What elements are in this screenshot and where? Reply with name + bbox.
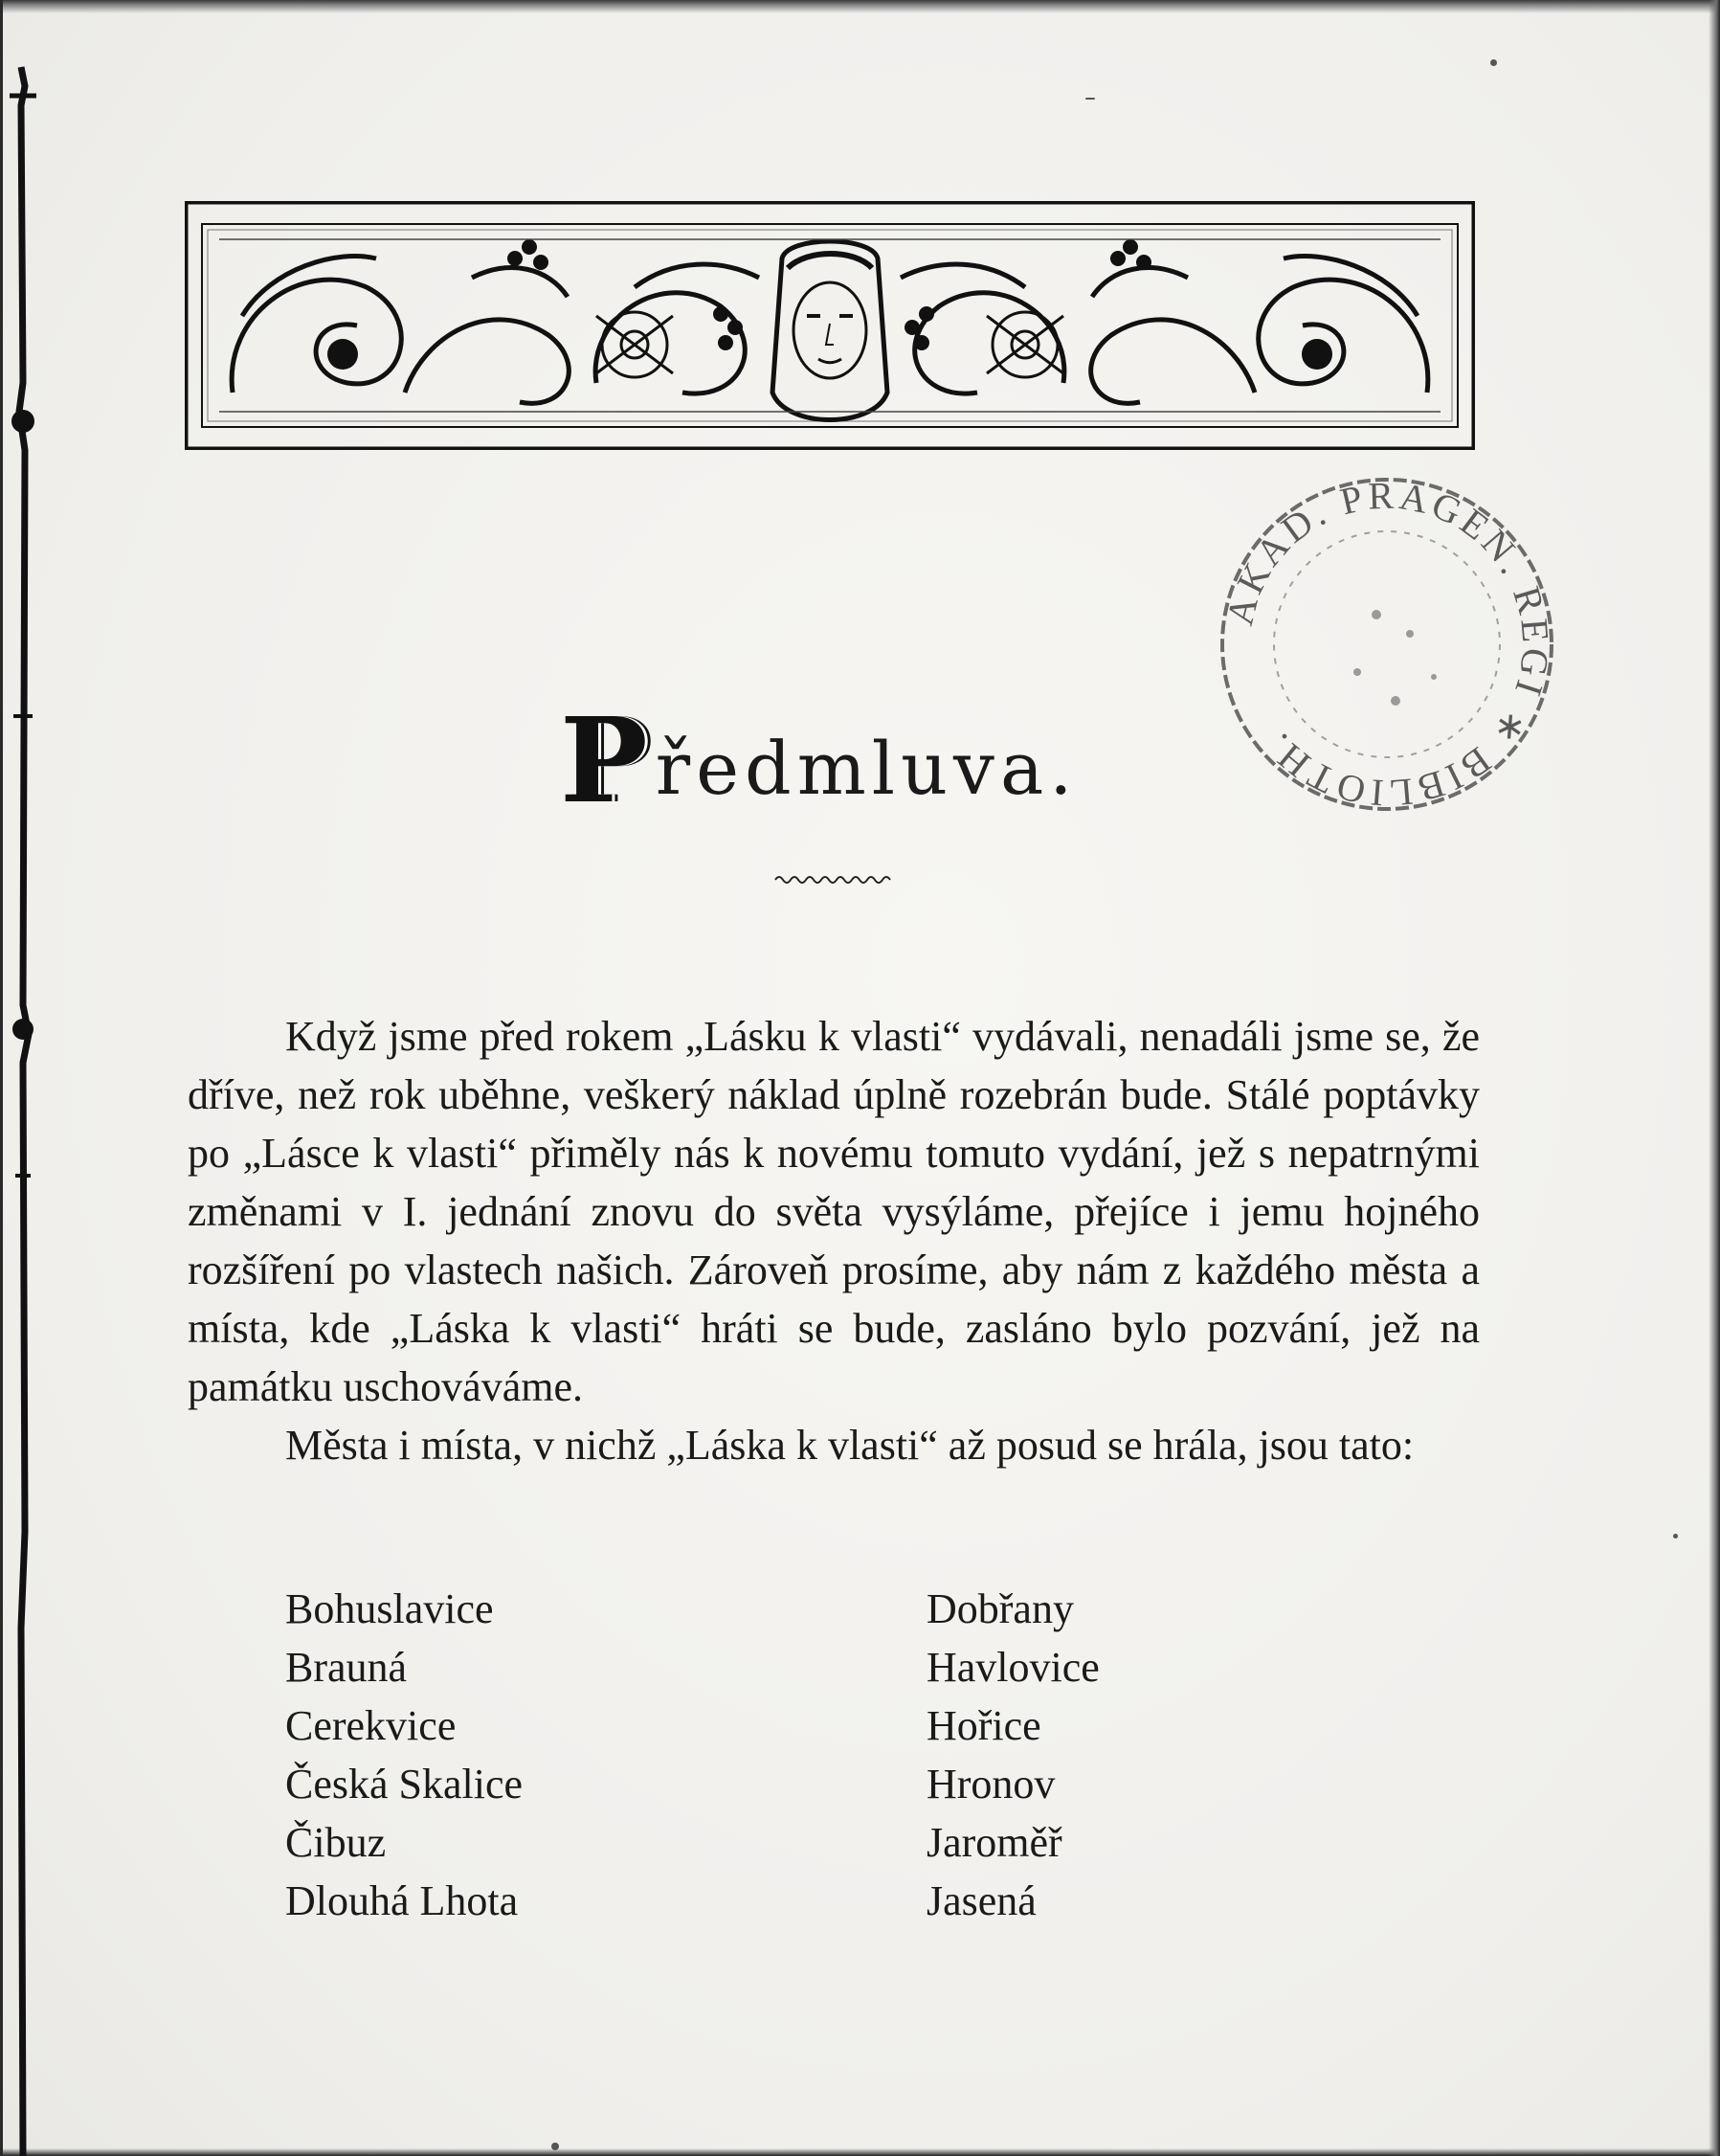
- list-item: Česká Skalice: [285, 1761, 524, 1808]
- list-item: Cerekvice: [285, 1702, 457, 1749]
- library-stamp: [1214, 471, 1560, 818]
- title-flourish: [773, 873, 896, 887]
- page-top-edge: [0, 0, 1720, 13]
- paper-speck: [1490, 59, 1497, 66]
- mask-face-icon: [772, 241, 887, 420]
- preface-paragraph-2: Města i místa, v nichž „Láska k vlasti“ až posud se hrála, jsou tato:: [285, 1422, 1415, 1469]
- list-item: Jasená: [927, 1877, 1037, 1924]
- paper-speck: [1673, 1534, 1678, 1538]
- list-item: Dobřany: [927, 1585, 1074, 1632]
- list-item: Čibuz: [285, 1819, 387, 1866]
- title-initial: P: [560, 691, 656, 829]
- ornamental-header-band: [185, 201, 1475, 450]
- paper-speck: [551, 2143, 559, 2150]
- binding-edge: [0, 0, 48, 2156]
- preface-paragraph-1: Když jsme před rokem „Lásku k vlasti“ vydávali, nenadáli jsme se, že dříve, než rok uběhne, veškerý náklad úplně rozebrán bude. Stálé poptávky po „Lásce k vlasti“ přiměly nás k novému tomuto vydání, jež s nepatrnými změnami v I. jednání znovu do světa vysýláme, přejíce i jemu hojného rozšíření po vlastech našich. Zároveň prosíme, aby nám z každého města a místa, kde „Láska k vlasti“ hráti se bude, zasláno bylo pozvání, jež na památku uschováváme.: [188, 1013, 1480, 1410]
- list-item: Hronov: [927, 1761, 1056, 1808]
- places-list: [285, 1580, 1242, 1930]
- list-item: Hořice: [927, 1702, 1041, 1749]
- title-text: ředmluva.: [655, 726, 1079, 811]
- preface-body: [188, 1007, 1480, 1474]
- page-bottom-edge: [0, 2148, 1720, 2156]
- list-item: Dlouhá Lhota: [285, 1877, 519, 1924]
- list-item: Bohuslavice: [285, 1585, 494, 1632]
- page-title: [560, 675, 1153, 829]
- page-right-edge: [1709, 0, 1720, 2156]
- list-item: Jaroměř: [927, 1819, 1062, 1866]
- list-item: Havlovice: [927, 1644, 1100, 1691]
- places-column-left: [285, 1580, 927, 1930]
- paper-speck: [1085, 98, 1095, 100]
- places-column-right: [927, 1580, 1242, 1930]
- svg-text:AKAD. PRAGEN. REGI ∗ BIBLIOTH.: AKAD. PRAGEN. REGI ∗ BIBLIOTH.: [1217, 473, 1558, 816]
- list-item: Brauná: [285, 1644, 408, 1691]
